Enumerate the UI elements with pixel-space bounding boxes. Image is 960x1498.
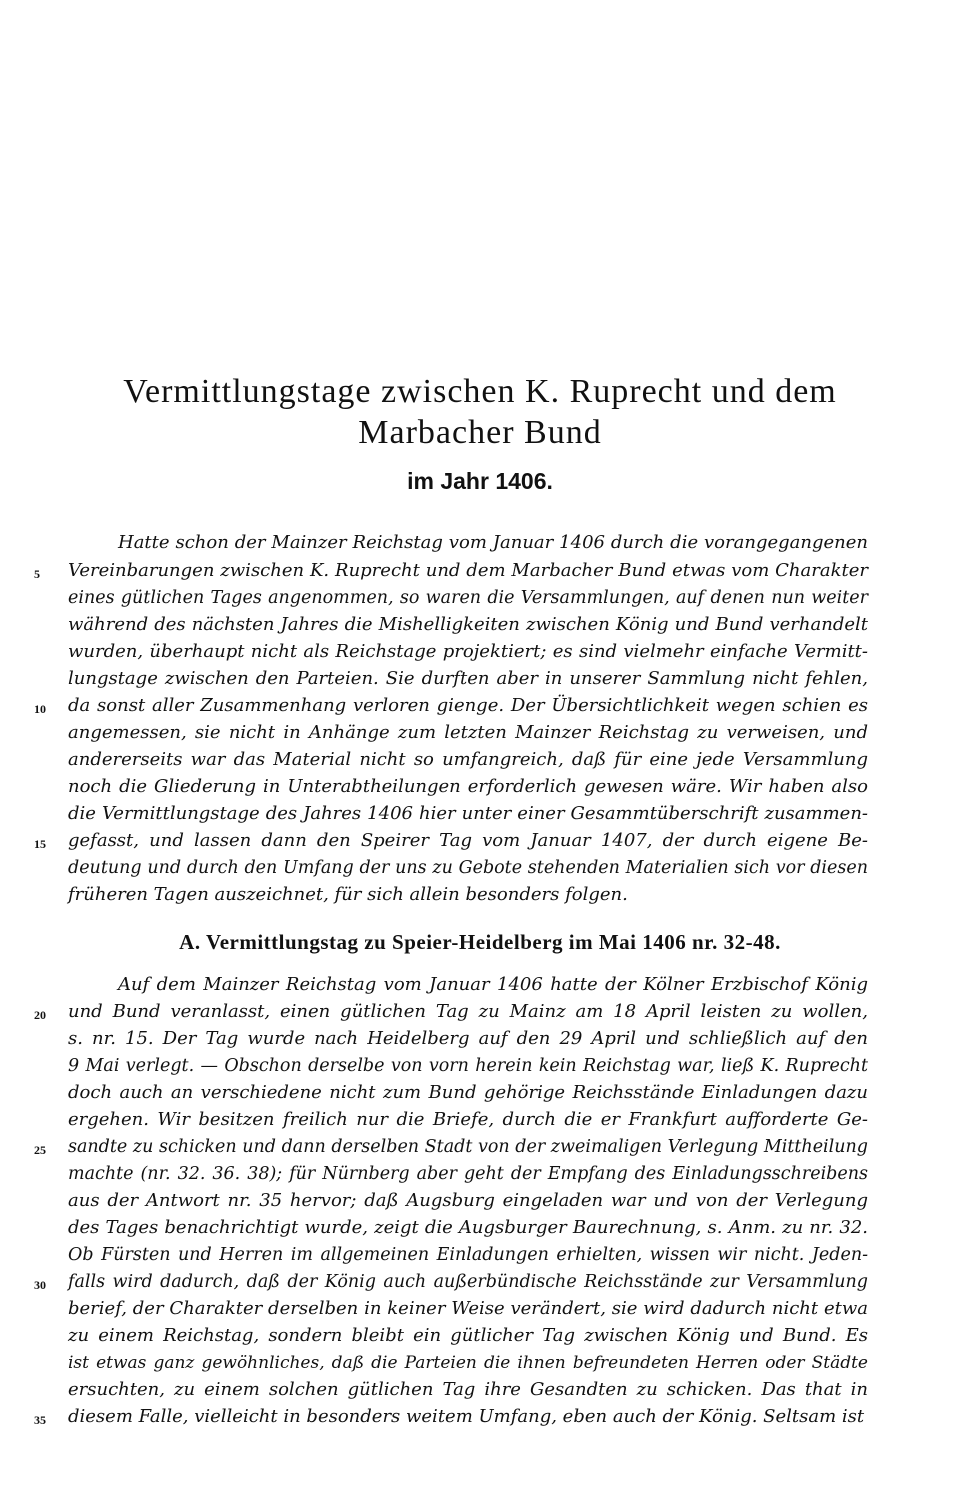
- text-line: andererseits war das Material nicht so umfangreich, daß für eine jede Versammlung: [68, 749, 868, 770]
- text-line: während des nächsten Jahres die Mishelligkeiten zwischen König und Bund verhandelt: [68, 614, 868, 635]
- margin-line-number: 20: [34, 1008, 46, 1022]
- subtitle: im Jahr 1406.: [407, 468, 553, 494]
- text-line: ergehen. Wir besitzen freilich nur die Briefe, durch die er Frankfurt aufforderte Ge-: [68, 1109, 868, 1130]
- text-line: doch auch an verschiedene nicht zum Bund gehörige Reichsstände Einladungen dazu: [68, 1082, 868, 1103]
- margin-line-number: 5: [34, 567, 40, 581]
- section-heading: A. Vermittlungstag zu Speier-Heidelberg im Mai 1406 nr. 32-48.: [179, 930, 781, 954]
- text-line: ersuchten, zu einem solchen gütlichen Tag ihre Gesandten zu schicken. Das that in: [68, 1379, 868, 1400]
- text-line: die Vermittlungstage des Jahres 1406 hier unter einer Gesammtüberschrift zusammen-: [68, 803, 868, 824]
- text-line: eines gütlichen Tages angenommen, so waren die Versammlungen, auf denen nun weiter: [68, 588, 868, 608]
- title-line-2: Marbacher Bund: [358, 414, 602, 451]
- text-line: des Tages benachrichtigt wurde, zeigt die Augsburger Baurechnung, s. Anm. zu nr. 32.: [68, 1217, 868, 1238]
- margin-line-number: 15: [34, 837, 46, 851]
- text-line: Auf dem Mainzer Reichstag vom Januar 1406 hatte der Kölner Erzbischof König: [118, 974, 868, 995]
- text-line: früheren Tagen auszeichnet, für sich allein besonders folgen.: [68, 884, 628, 905]
- text-line: ist etwas ganz gewöhnliches, daß die Parteien die ihnen befreundeten Herren oder Städte: [68, 1353, 868, 1373]
- text-line: zu einem Reichstag, sondern bleibt ein gütlicher Tag zwischen König und Bund. Es: [68, 1325, 868, 1346]
- text-line: und Bund veranlasst, einen gütlichen Tag zu Mainz am 18 April leisten zu wollen,: [68, 1001, 868, 1022]
- text-line: wurden, überhaupt nicht als Reichstage projektiert; es sind vielmehr einfache Vermitt-: [68, 641, 868, 662]
- title-line-1: Vermittlungstage zwischen K. Ruprecht und dem: [123, 373, 837, 410]
- text-line: deutung und durch den Umfang der uns zu Gebote stehenden Materialien sich vor diesen: [68, 858, 868, 878]
- text-line: Hatte schon der Mainzer Reichstag vom Januar 1406 durch die vorangegangenen: [118, 532, 868, 553]
- text-line: machte (nr. 32. 36. 38); für Nürnberg aber geht der Empfang des Einladungsschreibens: [68, 1164, 868, 1184]
- text-line: lungstage zwischen den Parteien. Sie durften aber in unserer Sammlung nicht fehlen,: [68, 668, 868, 689]
- text-line: s. nr. 15. Der Tag wurde nach Heidelberg auf den 29 April und schließlich auf den: [68, 1028, 868, 1049]
- text-line: berief, der Charakter derselben in keiner Weise verändert, sie wird dadurch nicht etwa: [68, 1298, 868, 1319]
- text-line: falls wird dadurch, daß der König auch außerbündische Reichsstände zur Versammlung: [68, 1272, 868, 1292]
- text-line: sandte zu schicken und dann derselben Stadt von der zweimaligen Verlegung Mittheilung: [68, 1137, 868, 1157]
- margin-line-number: 10: [34, 702, 46, 716]
- text-line: noch die Gliederung in Unterabtheilungen erforderlich gewesen wäre. Wir haben also: [68, 776, 868, 797]
- margin-line-number: 35: [34, 1413, 46, 1427]
- margin-line-number: 25: [34, 1143, 46, 1157]
- text-line: angemessen, sie nicht in Anhänge zum letzten Mainzer Reichstag zu verweisen, und: [68, 722, 868, 743]
- margin-line-number: 30: [34, 1278, 46, 1292]
- text-line: Vereinbarungen zwischen K. Ruprecht und dem Marbacher Bund etwas vom Charakter: [68, 560, 868, 581]
- text-line: 9 Mai verlegt. — Obschon derselbe von vorn herein kein Reichstag war, ließ K. Ruprecht: [68, 1056, 868, 1076]
- text-line: Ob Fürsten und Herren im allgemeinen Einladungen erhielten, wissen wir nicht. Jeden-: [68, 1245, 868, 1265]
- text-line: da sonst aller Zusammenhang verloren gienge. Der Übersichtlichkeit wegen schien es: [68, 695, 868, 716]
- text-line: gefasst, und lassen dann den Speirer Tag vom Januar 1407, der durch eigene Be-: [68, 830, 868, 851]
- text-line: aus der Antwort nr. 35 hervor; daß Augsburg eingeladen war und von der Verlegung: [68, 1190, 868, 1211]
- text-line: diesem Falle, vielleicht in besonders weitem Umfang, eben auch der König. Seltsam ist: [68, 1406, 865, 1427]
